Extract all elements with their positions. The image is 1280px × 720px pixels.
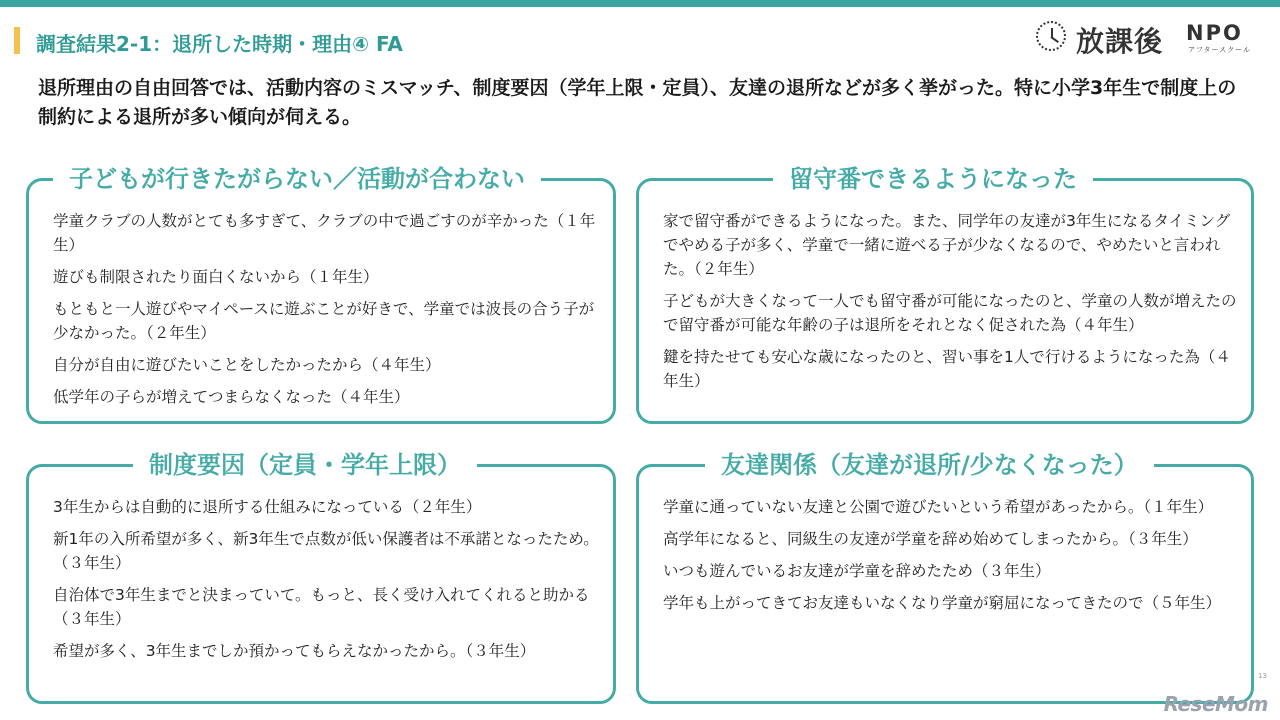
lead-summary: 退所理由の自由回答では、活動内容のミスマッチ、制度要因（学年上限・定員）、友達の退所などが多く挙がった。特に小学3年生で制度上の制約による退所が多い傾向が伺える。 <box>38 77 1237 128</box>
page-number: 13 <box>1258 672 1267 680</box>
top-accent-bar <box>0 0 1280 7</box>
panel-activity-mismatch <box>26 165 616 424</box>
panel-title: 留守番できるようになった <box>773 163 1093 195</box>
title-accent-mark <box>14 27 20 54</box>
response-item: 家で留守番ができるようになった。また、同学年の友達が3年生になるタイミングでやめる子が多く、学童で一緒に遊べる子が少なくなるので、やめたいと言われた。（２年生） <box>663 212 1231 278</box>
response-item: もともと一人遊びやマイペースに遊ぶことが好きで、学童では波長の合う子が少なかった。（２年生） <box>53 300 595 342</box>
panel-title: 制度要因（定員・学年上限） <box>133 449 477 481</box>
panel-home-alone <box>636 165 1254 424</box>
response-list <box>53 495 599 671</box>
response-item: 遊びも制限されたり面白くないから（１年生） <box>53 268 379 286</box>
response-item: 3年生からは自動的に退所する仕組みになっている（２年生） <box>53 498 482 516</box>
response-item: 鍵を持たせても安心な歳になったのと、習い事を1人で行けるようになった為（４年生） <box>663 348 1231 390</box>
response-item: 自治体で3年生までと決まっていて。もっと、長く受け入れてくれると助かる（３年生） <box>53 586 590 628</box>
panel-friend-relations <box>636 451 1254 704</box>
response-item: 新1年の入所希望が多く、新3年生で点数が低い保護者は不承諾となったため。（３年生） <box>53 530 599 572</box>
response-item: 学年も上がってきてお友達もいなくなり学童が窮屈になってきたので（５年生） <box>663 594 1222 612</box>
panel-title: 子どもが行きたがらない／活動が合わない <box>53 163 541 195</box>
response-item: 学童クラブの人数がとても多すぎて、クラブの中で過ごすのが辛かった（１年生） <box>53 212 596 254</box>
response-list <box>663 209 1237 401</box>
clock-icon <box>1036 21 1066 51</box>
response-list <box>53 209 599 417</box>
response-item: 希望が多く、3年生までしか預かってもらえなかったから。（３年生） <box>53 642 536 660</box>
logo-npo: NPO <box>1186 21 1243 45</box>
logo-subtitle: アフタースクール <box>1188 46 1252 54</box>
response-item: 学童に通っていない友達と公園で遊びたいという希望があったから。（１年生） <box>663 498 1214 516</box>
panel-institutional-factors <box>26 451 616 704</box>
logo-text: 放課後 <box>1076 25 1164 58</box>
organization-logo <box>1036 20 1250 56</box>
response-item: 高学年になると、同級生の友達が学童を辞め始めてしまったから。（３年生） <box>663 530 1198 548</box>
response-item: 子どもが大きくなって一人でも留守番が可能になったのと、学童の人数が増えたので留守番が可能な年齢の子は退所をそれとなく促された為（４年生） <box>663 292 1237 334</box>
response-item: 低学年の子らが増えてつまらなくなった（４年生） <box>53 388 410 406</box>
slide-title: 調査結果2-1：退所した時期・理由④ FA <box>36 32 403 56</box>
response-list <box>663 495 1237 623</box>
response-item: 自分が自由に遊びたいことをしたかったから（４年生） <box>53 356 441 374</box>
panel-title: 友達関係（友達が退所/少なくなった） <box>705 449 1154 481</box>
watermark-logo: ReseMom <box>1163 692 1268 716</box>
response-item: いつも遊んでいるお友達が学童を辞めたため（３年生） <box>663 562 1051 580</box>
